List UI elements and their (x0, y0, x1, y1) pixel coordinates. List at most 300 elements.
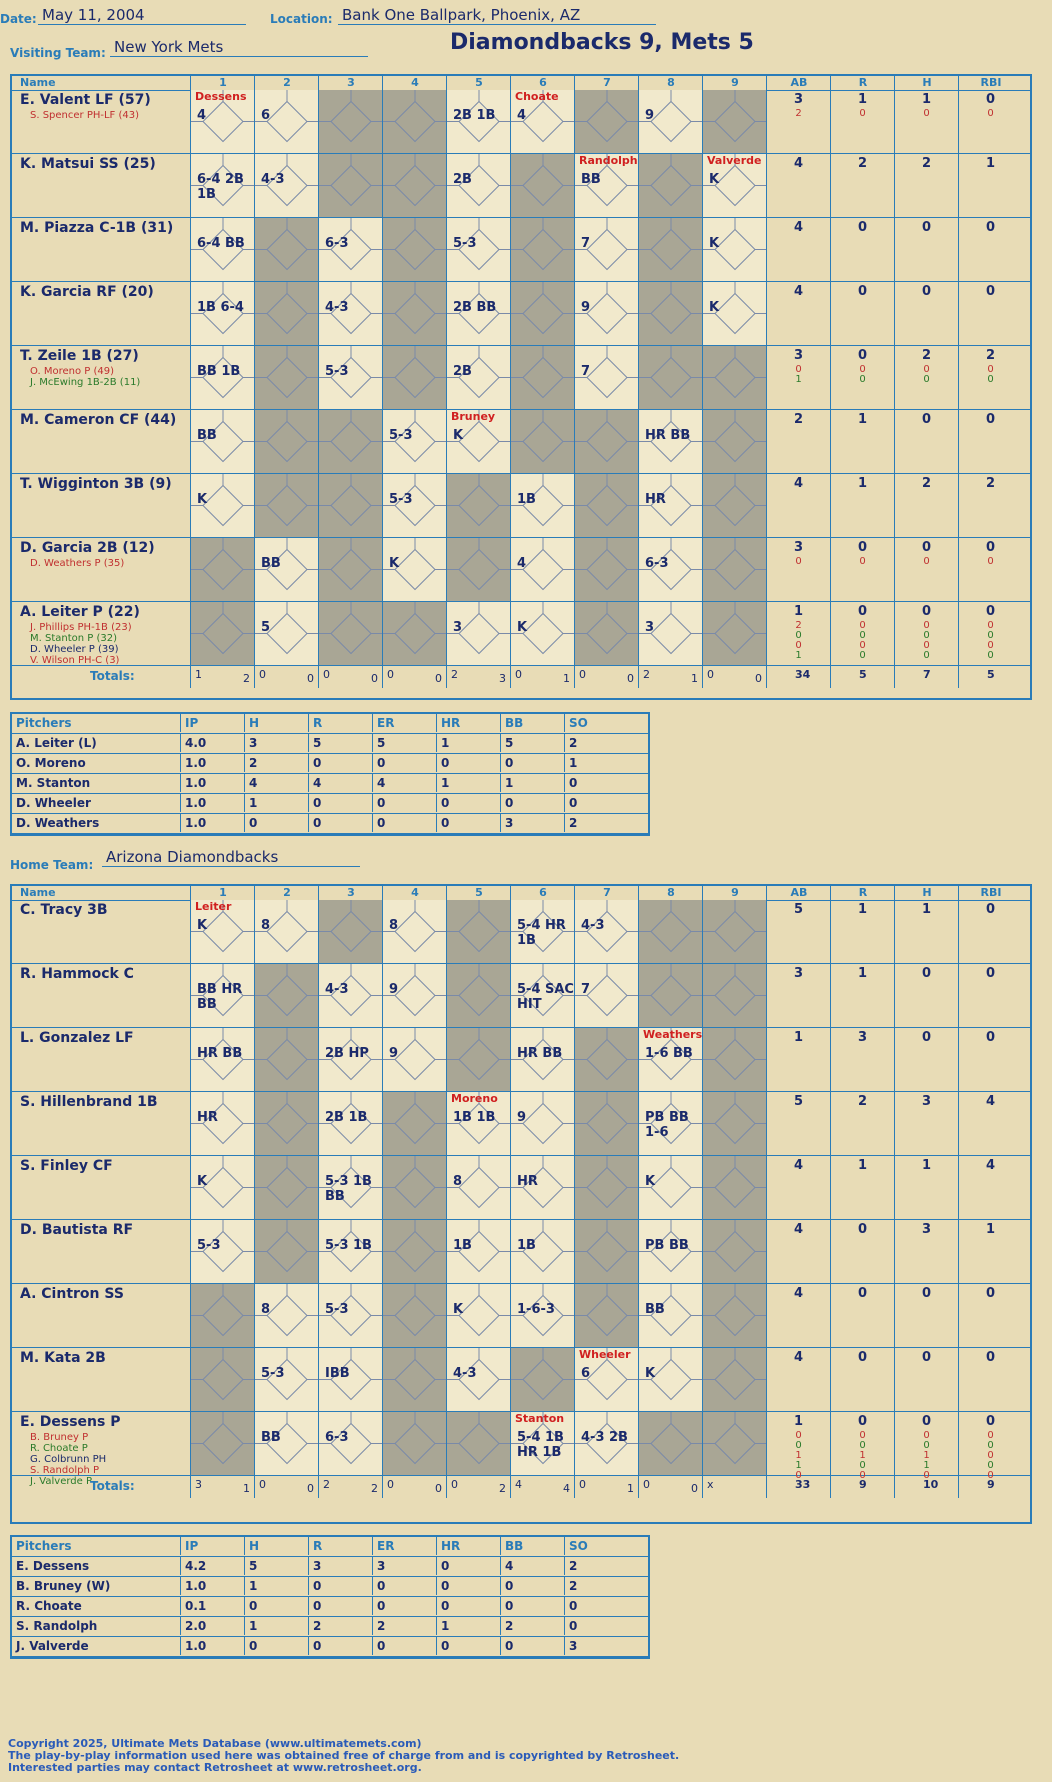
stat-cell (894, 1348, 958, 1411)
play-result: 3 (645, 620, 655, 635)
stat-value: 1 (793, 604, 804, 619)
at-bat-cell (638, 154, 702, 217)
stat-cell (894, 90, 958, 153)
visitor-scorecard (10, 74, 1032, 700)
sub-stat-value: 0 (923, 640, 930, 651)
stat-cell (894, 282, 958, 345)
pitcher-change: Stanton (515, 1412, 565, 1425)
diamond-icon (703, 602, 767, 665)
name-header: Name (20, 886, 56, 899)
stat-value: 0 (857, 1222, 868, 1237)
play-result: 2B 1B (325, 1110, 368, 1125)
at-bat-cell (638, 410, 702, 473)
stat-value: 4 (793, 284, 804, 299)
pitcher-stat: 2 (564, 1557, 628, 1575)
pitcher-stat: IP (180, 714, 244, 732)
pitcher-header-row (12, 1537, 648, 1557)
play-result: 6 (581, 1366, 591, 1381)
visiting-team-name: New York Mets (110, 38, 368, 57)
diamond-icon (319, 90, 383, 153)
play-result: 5-3 (389, 492, 413, 507)
diamond-icon (255, 474, 319, 537)
sub-stat-value: 1 (923, 1450, 930, 1461)
inning-total (382, 666, 446, 688)
stat-cell (958, 1156, 1022, 1219)
stat-value: 0 (921, 412, 932, 427)
sub-stat-value: 0 (795, 1440, 802, 1451)
diamond-icon (383, 154, 447, 217)
stat-cell (766, 1028, 830, 1091)
inning-total (510, 1476, 574, 1498)
play-result: 2B BB (453, 300, 497, 315)
stat-cell (958, 282, 1022, 345)
stat-cell (958, 410, 1022, 473)
at-bat-cell (254, 90, 318, 153)
stat-cell (830, 1284, 894, 1347)
diamond-icon (639, 1412, 703, 1475)
stat-cell (830, 900, 894, 963)
pitcher-change: Valverde (707, 154, 762, 167)
diamond-icon (511, 282, 575, 345)
at-bat-cell (318, 346, 382, 409)
inning-runs: 4 (515, 1478, 522, 1491)
pitcher-stat: 0 (372, 814, 436, 832)
at-bat-cell (702, 1156, 766, 1219)
stat-value: 1 (985, 1222, 996, 1237)
total-stat (958, 666, 1022, 688)
pitcher-stat: 1.0 (180, 774, 244, 792)
diamond-icon (575, 602, 639, 665)
play-result: PB BB 1-6 (645, 1110, 689, 1140)
stat-value: 3 (793, 348, 804, 363)
at-bat-cell (318, 964, 382, 1027)
stat-cell (958, 1284, 1022, 1347)
sub-player: B. Bruney P (30, 1432, 89, 1443)
pitcher-name: A. Leiter (L) (16, 736, 97, 750)
at-bat-cell (254, 1092, 318, 1155)
sub-stat-value: 0 (987, 1470, 994, 1481)
at-bat-cell (446, 1284, 510, 1347)
stat-value: 1 (921, 92, 932, 107)
diamond-icon (383, 90, 447, 153)
at-bat-cell (446, 538, 510, 601)
at-bat-cell (254, 1156, 318, 1219)
sub-player: M. Stanton P (32) (30, 633, 118, 644)
play-result: K (197, 492, 208, 507)
at-bat-cell (382, 474, 446, 537)
pitcher-stat: 0 (372, 794, 436, 812)
sub-stat-value: 0 (923, 374, 930, 385)
batter-row (12, 1284, 1030, 1348)
at-bat-cell (318, 538, 382, 601)
stat-value: 1 (857, 966, 868, 981)
diamond-icon (383, 346, 447, 409)
play-result: 2B 1B (453, 108, 496, 123)
diamond-icon (703, 1028, 767, 1091)
pitcher-stat: 0 (500, 794, 564, 812)
diamond-icon (575, 1028, 639, 1091)
play-result: BB (581, 172, 601, 187)
inning-hits: 4 (563, 1482, 570, 1495)
stat-cell (766, 90, 830, 153)
pitcher-stat: SO (564, 1537, 628, 1555)
at-bat-cell (318, 218, 382, 281)
at-bat-cell (254, 154, 318, 217)
sub-stat-value: 0 (923, 1470, 930, 1481)
diamond-icon (703, 1348, 767, 1411)
batter-row (12, 218, 1030, 282)
batter-name: D. Garcia 2B (12) (20, 540, 155, 556)
inning-total (574, 666, 638, 688)
date-value: May 11, 2004 (38, 6, 246, 25)
game-title: Diamondbacks 9, Mets 5 (450, 30, 754, 55)
pitcher-stat: 4 (244, 774, 308, 792)
inning-runs: 0 (387, 668, 394, 681)
play-result: 7 (581, 236, 591, 251)
stat-cell (766, 346, 830, 409)
at-bat-cell (702, 1412, 766, 1475)
diamond-icon (447, 964, 511, 1027)
at-bat-cell (446, 602, 510, 665)
total-stat-value: 7 (923, 668, 931, 681)
pitcher-stat: 2 (500, 1617, 564, 1635)
at-bat-cell (510, 154, 574, 217)
inning-total (574, 1476, 638, 1498)
diamond-icon (575, 90, 639, 153)
diamond-icon (511, 346, 575, 409)
at-bat-cell (190, 282, 254, 345)
totals-row (12, 666, 1030, 688)
stat-cell (958, 1412, 1022, 1481)
sub-stat-value: 0 (859, 630, 866, 641)
batter-name: M. Kata 2B (20, 1350, 106, 1366)
stat-cell (766, 282, 830, 345)
inning-hits: 1 (627, 1482, 634, 1495)
stat-value: 0 (985, 966, 996, 981)
pitcher-stat: H (244, 714, 308, 732)
sub-stat-value: 2 (795, 108, 802, 119)
stat-cell (766, 1412, 830, 1481)
pitcher-stat: 3 (308, 1557, 372, 1575)
batter-name: K. Matsui SS (25) (20, 156, 156, 172)
pitcher-stat: 1 (500, 774, 564, 792)
stat-cell (766, 1284, 830, 1347)
diamond-icon (511, 1348, 575, 1411)
pitcher-stat: 2.0 (180, 1617, 244, 1635)
play-result: BB HR BB (197, 982, 243, 1012)
sub-stat-value: 1 (859, 1450, 866, 1461)
stat-value: 0 (857, 220, 868, 235)
stat-header-ab: AB (766, 886, 831, 900)
diamond-icon (319, 154, 383, 217)
play-result: 1-6 BB (645, 1046, 693, 1061)
inning-runs: 0 (323, 668, 330, 681)
pitcher-stat: ER (372, 1537, 436, 1555)
play-result: K (389, 556, 400, 571)
at-bat-cell (574, 90, 638, 153)
at-bat-cell (190, 1348, 254, 1411)
at-bat-cell (510, 1028, 574, 1091)
pitcher-name: S. Randolph (16, 1619, 98, 1633)
diamond-icon (383, 1412, 447, 1475)
pitcher-name: E. Dessens (16, 1559, 90, 1573)
stat-cell (894, 1028, 958, 1091)
stat-cell (894, 346, 958, 409)
pitcher-stat: 0 (308, 1577, 372, 1595)
stat-value: 0 (985, 284, 996, 299)
stat-cell (830, 1348, 894, 1411)
at-bat-cell (318, 154, 382, 217)
at-bat-cell (190, 538, 254, 601)
stat-value: 4 (793, 156, 804, 171)
inning-1-header: 1 (190, 76, 255, 90)
total-stat (830, 1476, 894, 1498)
at-bat-cell (190, 602, 254, 665)
stat-value: 0 (857, 1286, 868, 1301)
stat-cell (958, 346, 1022, 409)
diamond-icon (575, 1092, 639, 1155)
stat-value: 0 (857, 540, 868, 555)
play-result: 4-3 (453, 1366, 477, 1381)
at-bat-cell (574, 282, 638, 345)
at-bat-cell (638, 90, 702, 153)
pitcher-stat: 1 (244, 1577, 308, 1595)
inning-runs: 0 (707, 668, 714, 681)
at-bat-cell (638, 474, 702, 537)
sub-stat-value: 0 (795, 1430, 802, 1441)
at-bat-cell (190, 900, 254, 963)
diamond-icon (191, 538, 255, 601)
pitcher-row (12, 734, 648, 754)
total-stat-value: 10 (923, 1478, 939, 1491)
diamond-icon (383, 1156, 447, 1219)
total-stat-value: 34 (795, 668, 811, 681)
at-bat-cell (382, 1220, 446, 1283)
stat-cell (766, 474, 830, 537)
inning-runs: 2 (451, 668, 458, 681)
play-result: BB (645, 1302, 665, 1317)
pitcher-change: Moreno (451, 1092, 498, 1105)
play-result: 2B (453, 172, 472, 187)
pitcher-stat: 0 (308, 794, 372, 812)
sub-stat-value: 0 (859, 620, 866, 631)
diamond-icon (703, 900, 767, 963)
at-bat-cell (510, 282, 574, 345)
at-bat-cell (638, 282, 702, 345)
pitcher-stat: 0 (436, 754, 500, 772)
batter-row (12, 1028, 1030, 1092)
stat-value: 4 (793, 1222, 804, 1237)
at-bat-cell (318, 1348, 382, 1411)
diamond-icon (703, 538, 767, 601)
footer-copyright: Copyright 2025, Ultimate Mets Database (www.ultimatemets.com) (8, 1737, 422, 1750)
stat-value: 1 (857, 92, 868, 107)
at-bat-cell (318, 1220, 382, 1283)
at-bat-cell (574, 410, 638, 473)
stat-cell (766, 1092, 830, 1155)
at-bat-cell (574, 900, 638, 963)
inning-9-header: 9 (702, 886, 767, 900)
sub-stat-value: 0 (987, 556, 994, 567)
pitcher-stat: 0 (564, 1597, 628, 1615)
inning-runs: 1 (195, 668, 202, 681)
home-team-name: Arizona Diamondbacks (102, 848, 360, 867)
at-bat-cell (446, 346, 510, 409)
pitcher-stat: 0 (436, 1557, 500, 1575)
sub-stat-value: 0 (987, 1440, 994, 1451)
total-stat (766, 1476, 830, 1498)
pitcher-name: M. Stanton (16, 776, 91, 790)
pitcher-stat: 3 (564, 1637, 628, 1655)
stat-value: 1 (857, 412, 868, 427)
pitcher-stat: 1.0 (180, 1637, 244, 1655)
stat-cell (830, 90, 894, 153)
stat-value: 0 (921, 1350, 932, 1365)
inning-runs: 2 (323, 1478, 330, 1491)
batter-row (12, 602, 1030, 666)
pitcher-stat: 0 (244, 1597, 308, 1615)
at-bat-cell (702, 1092, 766, 1155)
pitcher-change: Dessens (195, 90, 247, 103)
diamond-icon (447, 538, 511, 601)
diamond-icon (511, 410, 575, 473)
sub-stat-value: 0 (859, 1440, 866, 1451)
at-bat-cell (254, 346, 318, 409)
pitcher-stat: HR (436, 714, 500, 732)
at-bat-cell (382, 410, 446, 473)
sub-stat-value: 0 (859, 1470, 866, 1481)
pitcher-stat: 4 (372, 774, 436, 792)
at-bat-cell (702, 90, 766, 153)
at-bat-cell (638, 900, 702, 963)
diamond-icon (447, 900, 511, 963)
diamond-icon (703, 346, 767, 409)
stat-value: 0 (985, 1286, 996, 1301)
pitcher-stat: R (308, 1537, 372, 1555)
sub-stat-value: 0 (923, 556, 930, 567)
play-result: 5-4 SAC HIT (517, 982, 574, 1012)
pitcher-header-row (12, 714, 648, 734)
pitcher-stat: 3 (244, 734, 308, 752)
sub-stat-value: 0 (859, 650, 866, 661)
sub-stat-value: 0 (795, 556, 802, 567)
at-bat-cell (190, 346, 254, 409)
at-bat-cell (446, 1156, 510, 1219)
inning-runs: 0 (579, 668, 586, 681)
pitcher-change: Weathers (643, 1028, 703, 1041)
inning-hits: 0 (627, 672, 634, 685)
play-result: 9 (389, 1046, 399, 1061)
at-bat-cell (446, 1348, 510, 1411)
name-header: Name (20, 76, 56, 89)
at-bat-cell (382, 900, 446, 963)
sub-stat-value: 1 (795, 650, 802, 661)
at-bat-cell (702, 1348, 766, 1411)
sub-player: R. Choate P (30, 1443, 88, 1454)
play-result: 9 (645, 108, 655, 123)
inning-8-header: 8 (638, 886, 703, 900)
stat-value: 2 (857, 156, 868, 171)
batter-name: M. Piazza C-1B (31) (20, 220, 174, 236)
at-bat-cell (702, 1220, 766, 1283)
stat-value: 2 (793, 412, 804, 427)
play-result: 4 (517, 108, 527, 123)
inning-2-header: 2 (254, 76, 319, 90)
at-bat-cell (446, 282, 510, 345)
stat-value: 2 (985, 476, 996, 491)
at-bat-cell (574, 538, 638, 601)
at-bat-cell (702, 410, 766, 473)
at-bat-cell (702, 602, 766, 665)
at-bat-cell (318, 1412, 382, 1475)
inning-hits: 0 (435, 1482, 442, 1495)
diamond-icon (383, 1092, 447, 1155)
sub-player: J. Phillips PH-1B (23) (30, 622, 132, 633)
footer-contact: Interested parties may contact Retrosheet at www.retrosheet.org. (8, 1761, 422, 1774)
pitcher-stat: 0 (500, 1577, 564, 1595)
diamond-icon (575, 538, 639, 601)
pitcher-row (12, 814, 648, 834)
at-bat-cell (254, 474, 318, 537)
inning-hits: 0 (371, 672, 378, 685)
pitcher-stat: HR (436, 1537, 500, 1555)
at-bat-cell (638, 1028, 702, 1091)
batter-name: A. Cintron SS (20, 1286, 124, 1302)
sub-stat-value: 0 (923, 1440, 930, 1451)
at-bat-cell (702, 282, 766, 345)
stat-value: 0 (921, 1414, 932, 1429)
sub-stat-value: 0 (987, 108, 994, 119)
at-bat-cell (318, 282, 382, 345)
at-bat-cell (510, 1412, 574, 1475)
pitcher-stat: 0 (564, 774, 628, 792)
sub-stat-value: 0 (987, 1450, 994, 1461)
batter-name: T. Wigginton 3B (9) (20, 476, 172, 492)
pitcher-stat: 1 (436, 734, 500, 752)
stat-cell (766, 1220, 830, 1283)
stat-value: 1 (921, 1158, 932, 1173)
play-result: K (709, 300, 720, 315)
play-result: K (453, 1302, 464, 1317)
stat-cell (766, 410, 830, 473)
diamond-icon (255, 964, 319, 1027)
stat-cell (958, 1348, 1022, 1411)
at-bat-cell (382, 1412, 446, 1475)
pitcher-change: Bruney (451, 410, 496, 423)
play-result: 6-4 2B 1B (197, 172, 244, 202)
total-stat (894, 1476, 958, 1498)
play-result: 4-3 (261, 172, 285, 187)
play-result: HR (645, 492, 666, 507)
play-result: K (709, 236, 720, 251)
pitcher-stat: 0 (372, 754, 436, 772)
inning-total (702, 1476, 766, 1498)
stat-value: 0 (921, 540, 932, 555)
at-bat-cell (254, 1412, 318, 1475)
pitcher-stat: 3 (372, 1557, 436, 1575)
stat-value: 0 (985, 412, 996, 427)
inning-2-header: 2 (254, 886, 319, 900)
inning-hits: 2 (371, 1482, 378, 1495)
play-result: 4-3 (325, 300, 349, 315)
sub-stat-value: 0 (859, 108, 866, 119)
at-bat-cell (318, 1284, 382, 1347)
at-bat-cell (510, 1348, 574, 1411)
inning-runs: 0 (259, 668, 266, 681)
at-bat-cell (446, 154, 510, 217)
sub-stat-value: 0 (859, 1460, 866, 1471)
batter-name: M. Cameron CF (44) (20, 412, 177, 428)
